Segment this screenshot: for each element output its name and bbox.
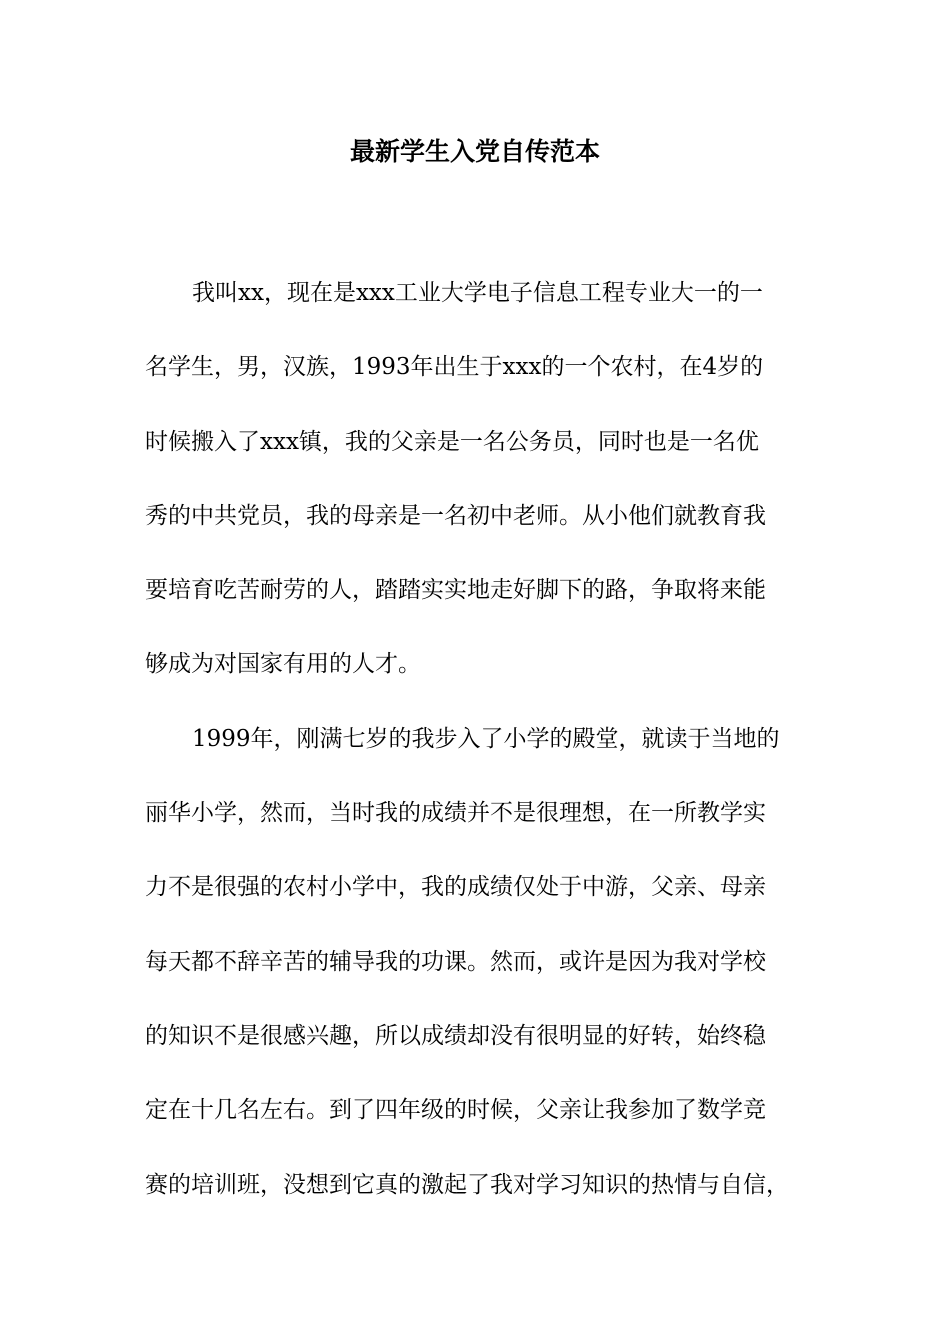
document-body: [145, 256, 825, 1222]
paragraph-line: 我叫xx，现在是xxx工业大学电子信息工程专业大一的一: [192, 280, 763, 306]
paragraph-line: 丽华小学，然而，当时我的成绩并不是很理想，在一所教学实: [145, 800, 766, 827]
paragraph-line: 力不是很强的农村小学中，我的成绩仅处于中游，父亲、母亲: [145, 874, 766, 901]
paragraph-line: 每天都不辞辛苦的辅导我的功课。然而，或许是因为我对学校: [145, 948, 766, 975]
paragraph-line: 时候搬入了xxx镇，我的父亲是一名公务员，同时也是一名优: [145, 428, 759, 455]
paragraph-line: 定在十几名左右。到了四年级的时候，父亲让我参加了数学竞: [145, 1097, 766, 1124]
paragraph-line: 要培育吃苦耐劳的人，踏踏实实地走好脚下的路，争取将来能: [145, 577, 766, 604]
paragraph-line: 赛的培训班，没想到它真的激起了我对学习知识的热情与自信，: [145, 1171, 789, 1198]
paragraph-line: 够成为对国家有用的人才。: [145, 651, 421, 678]
paragraph-line: 的知识不是很感兴趣，所以成绩却没有很明显的好转，始终稳: [145, 1022, 766, 1049]
paragraph-line: 名学生，男，汉族，1993年出生于xxx的一个农村，在4岁的: [145, 354, 764, 381]
paragraph-line: 1999年，刚满七岁的我步入了小学的殿堂，就读于当地的: [192, 725, 780, 752]
paragraph-line: 秀的中共党员，我的母亲是一名初中老师。从小他们就教育我: [145, 502, 766, 529]
document-title: 最新学生入党自传范本: [349, 137, 600, 166]
